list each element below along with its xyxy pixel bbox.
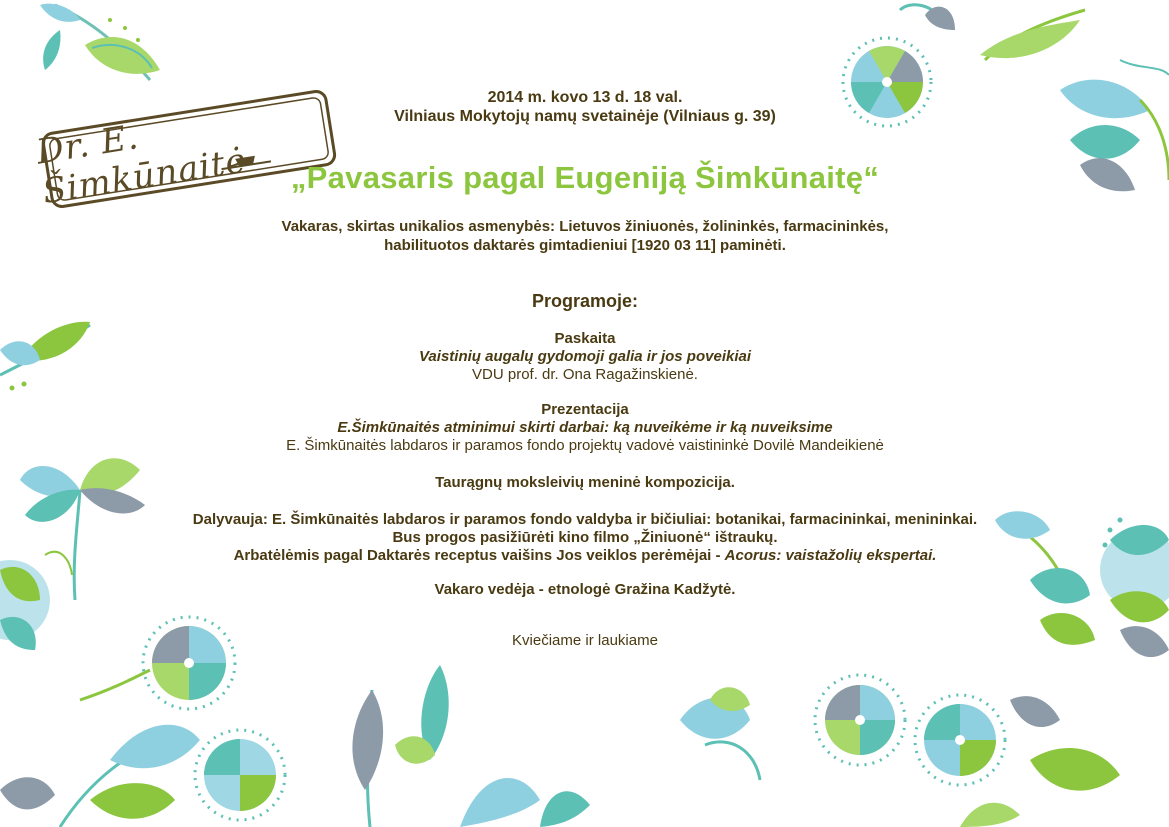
event-date: 2014 m. kovo 13 d. 18 val. bbox=[487, 89, 683, 106]
subtitle-line-2: habilituotos daktarės gimtadieniui [1920 03 11] paminėti. bbox=[384, 237, 786, 254]
event-title: „Pavasaris pagal Eugeniją Šimkūnaitę“ bbox=[290, 160, 880, 195]
bottom-right-flowers bbox=[680, 675, 1120, 827]
program-composition: Taurągnų moksleivių meninė kompozicija. bbox=[435, 474, 735, 491]
logo-text: Dr. E. Šimkūnaitė bbox=[33, 116, 250, 213]
right-side-leaves bbox=[995, 511, 1169, 657]
top-right-leaves bbox=[980, 10, 1169, 191]
film-line: Bus progos pasižiūrėti kino filmo „Žiniuonė“ ištraukų. bbox=[392, 529, 778, 546]
program-details bbox=[170, 511, 1000, 565]
host-line: Vakaro vedėja - etnologė Gražina Kadžytė. bbox=[434, 581, 736, 598]
program-heading: Programoje: bbox=[531, 291, 639, 311]
subtitle-line-1: Vakaras, skirtas unikalios asmenybės: Lietuvos žiniuonės, žolininkės, farmacininkės, bbox=[281, 218, 889, 235]
participants-line: Dalyvauja: E. Šimkūnaitės labdaros ir paramos fondo valdyba ir bičiuliai: botanikai, farmacininkai, menininkai. bbox=[192, 511, 978, 528]
closing-line: Kviečiame ir laukiame bbox=[512, 632, 658, 649]
left-edge-flower bbox=[0, 560, 50, 650]
event-venue: Vilniaus Mokytojų namų svetainėje (Vilniaus g. 39) bbox=[394, 108, 776, 125]
tea-line-italic: Acorus: vaistažolių ekspertai. bbox=[724, 547, 937, 564]
program-item-presentation bbox=[170, 401, 1000, 455]
invitation-content bbox=[170, 88, 1000, 650]
bottom-center-leaves bbox=[352, 665, 590, 827]
program-item-type: Paskaita bbox=[554, 330, 616, 347]
tea-line-text: Arbatėlėmis pagal Daktarės receptus vaišins Jos veiklos perėmėjai - bbox=[233, 547, 725, 564]
top-left-leaves bbox=[40, 4, 160, 80]
program-item-presenter: E. Šimkūnaitės labdaros ir paramos fondo projektų vadovė vaistininkė Dovilė Mandeikienė bbox=[286, 437, 884, 454]
event-subtitle bbox=[170, 217, 1000, 255]
program-item-title: Vaistinių augalų gydomoji galia ir jos poveikiai bbox=[418, 348, 752, 365]
left-leaf-sprig bbox=[0, 322, 90, 391]
program-item-title: E.Šimkūnaitės atminimui skirti darbai: ką nuveikėme ir ką nuveiksime bbox=[337, 419, 833, 436]
program-item-presenter: VDU prof. dr. Ona Ragažinskienė. bbox=[472, 366, 698, 383]
program-item-type: Prezentacija bbox=[541, 401, 629, 418]
tea-line bbox=[170, 547, 1000, 565]
bottom-left-cluster bbox=[0, 725, 285, 827]
program-item-lecture bbox=[170, 330, 1000, 384]
